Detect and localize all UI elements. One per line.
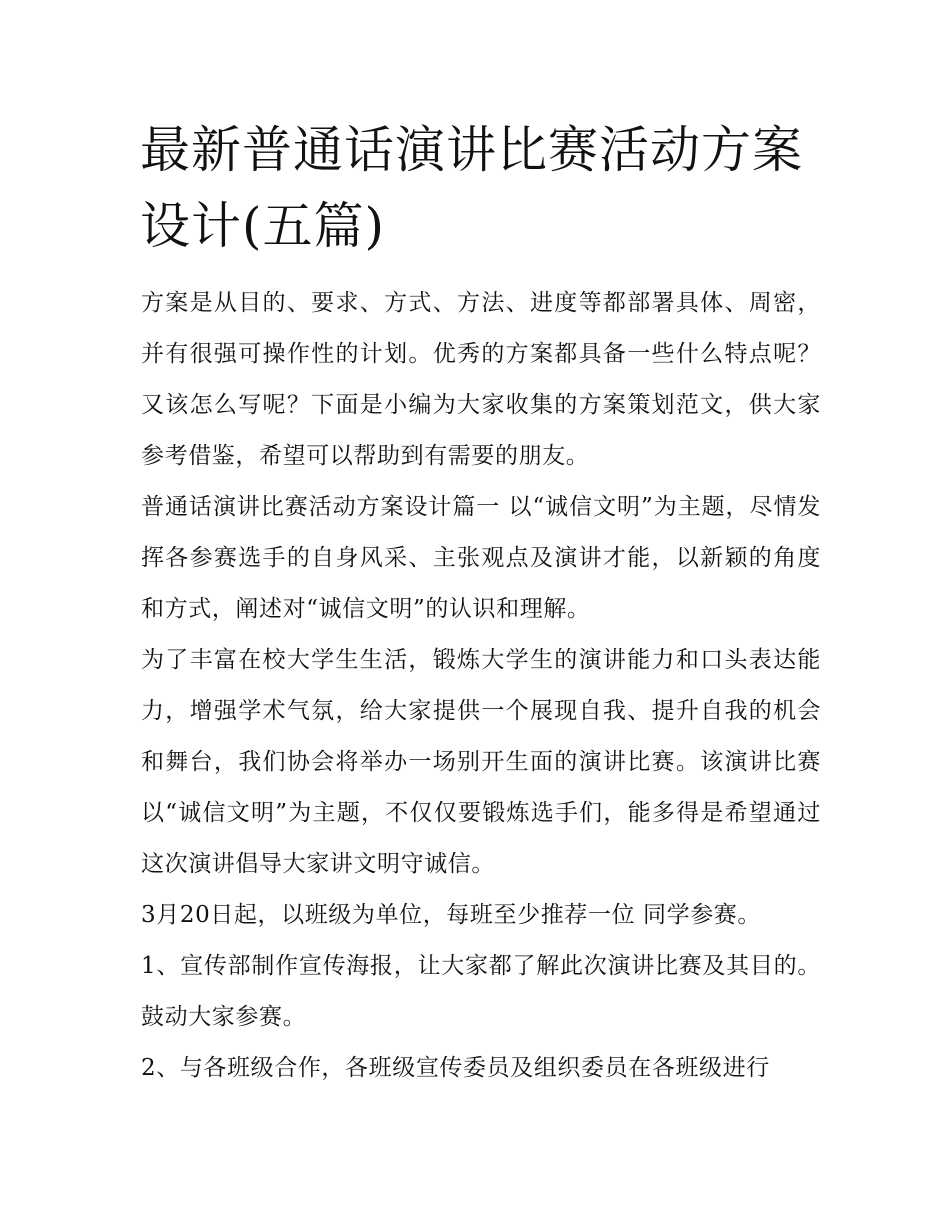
paragraph-step-1: 1、宣传部制作宣传海报，让大家都了解此次演讲比赛及其目的。鼓动大家参赛。 bbox=[141, 953, 821, 1030]
paragraph-schedule: 3月20日起，以班级为单位，每班至少推荐一位 同学参赛。 bbox=[141, 902, 762, 928]
document-title: 最新普通话演讲比赛活动方案设计(五篇) bbox=[140, 121, 803, 255]
paragraph-step-2: 2、与各班级合作，各班级宣传委员及组织委员在各班级进行 bbox=[141, 1055, 770, 1081]
paragraph-theme: 普通话演讲比赛活动方案设计篇一 以“诚信文明”为主题，尽情发挥各参赛选手的自身风采、主张观点及演讲才能，以新颖的角度和方式，阐述对“诚信文明”的认识和理解。 bbox=[141, 494, 821, 622]
paragraph-purpose: 为了丰富在校大学生生活，锻炼大学生的演讲能力和口头表达能力，增强学术气氛，给大家提供一个展现自我、提升自我的机会和舞台，我们协会将举办一场别开生面的演讲比赛。该演讲比赛以“诚信文明”为主题，不仅仅要锻炼选手们，能多得是希望通过这次演讲倡导大家讲文明守诚信。 bbox=[141, 647, 821, 877]
paragraph-intro: 方案是从目的、要求、方式、方法、进度等都部署具体、周密，并有很强可操作性的计划。优秀的方案都具备一些什么特点呢？又该怎么写呢？下面是小编为大家收集的方案策划范文，供大家参考借鉴，希望可以帮助到有需要的朋友。 bbox=[141, 290, 821, 469]
document-body bbox=[141, 278, 821, 1094]
